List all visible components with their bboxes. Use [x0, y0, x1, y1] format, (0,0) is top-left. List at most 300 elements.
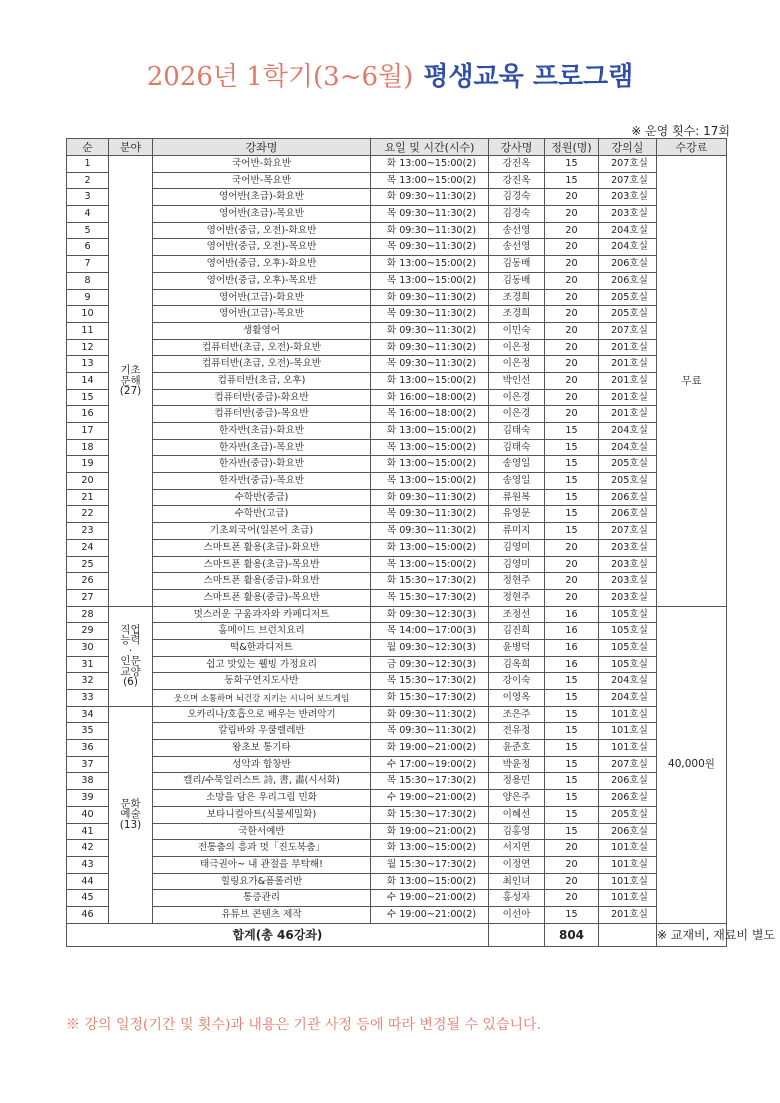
table-row [67, 423, 727, 440]
instructor-name: 조경희 [489, 306, 545, 323]
classroom: 207호실 [599, 172, 657, 189]
row-number: 31 [67, 656, 109, 673]
table-row [67, 372, 727, 389]
course-name: 생활영어 [153, 322, 371, 339]
course-schedule: 화 13:00~15:00(2) [371, 156, 489, 173]
capacity: 15 [545, 156, 599, 173]
instructor-name: 박윤정 [489, 756, 545, 773]
classroom: 105호실 [599, 639, 657, 656]
classroom: 203호실 [599, 539, 657, 556]
capacity: 15 [545, 489, 599, 506]
course-name: 컴퓨터반(초급, 오전)-목요반 [153, 356, 371, 373]
table-row [67, 840, 727, 857]
course-name: 웃으며 소통하며 뇌건강 지키는 시니어 보드게임 [153, 690, 371, 707]
header-room: 강의실 [599, 139, 657, 156]
classroom: 206호실 [599, 272, 657, 289]
instructor-name: 정현주 [489, 573, 545, 590]
header-instructor: 강사명 [489, 139, 545, 156]
table-row [67, 639, 727, 656]
capacity: 20 [545, 239, 599, 256]
table-row [67, 222, 727, 239]
classroom: 206호실 [599, 790, 657, 807]
row-number: 34 [67, 706, 109, 723]
course-name: 왕초보 통기타 [153, 740, 371, 757]
classroom: 205호실 [599, 456, 657, 473]
course-schedule: 목 09:30~11:30(2) [371, 206, 489, 223]
row-number: 45 [67, 890, 109, 907]
course-name: 한자반(초급)-목요반 [153, 439, 371, 456]
classroom: 101호실 [599, 723, 657, 740]
row-number: 1 [67, 156, 109, 173]
row-number: 18 [67, 439, 109, 456]
classroom: 206호실 [599, 256, 657, 273]
course-schedule: 목 15:30~17:30(2) [371, 589, 489, 606]
row-number: 16 [67, 406, 109, 423]
course-name: 전통춤의 흥과 멋「진도북춤」 [153, 840, 371, 857]
instructor-name: 김영미 [489, 539, 545, 556]
capacity: 20 [545, 556, 599, 573]
classroom: 203호실 [599, 206, 657, 223]
course-schedule: 화 09:30~12:30(3) [371, 606, 489, 623]
course-schedule: 목 13:00~15:00(2) [371, 272, 489, 289]
header-no: 순 [67, 139, 109, 156]
course-name: 국어반-목요반 [153, 172, 371, 189]
course-name: 쉽고 맛있는 웰빙 가정요리 [153, 656, 371, 673]
classroom: 205호실 [599, 306, 657, 323]
instructor-name: 박인선 [489, 372, 545, 389]
total-label: 합계(총 46강좌) [67, 923, 489, 946]
capacity: 20 [545, 289, 599, 306]
instructor-name: 김동배 [489, 256, 545, 273]
classroom: 105호실 [599, 606, 657, 623]
course-schedule: 목 15:30~17:30(2) [371, 673, 489, 690]
table-row [67, 773, 727, 790]
row-number: 13 [67, 356, 109, 373]
table-row [67, 690, 727, 707]
instructor-name: 이혜선 [489, 806, 545, 823]
row-number: 36 [67, 740, 109, 757]
table-row [67, 156, 727, 173]
course-schedule: 화 16:00~18:00(2) [371, 389, 489, 406]
table-row [67, 406, 727, 423]
classroom: 203호실 [599, 573, 657, 590]
table-row [67, 906, 727, 923]
course-schedule: 화 13:00~15:00(2) [371, 372, 489, 389]
classroom: 101호실 [599, 890, 657, 907]
course-name: 성악과 합창반 [153, 756, 371, 773]
header-fee: 수강료 [657, 139, 727, 156]
classroom: 201호실 [599, 906, 657, 923]
course-schedule: 목 15:30~17:30(2) [371, 773, 489, 790]
table-row [67, 706, 727, 723]
course-name: 영어반(중급, 오전)-화요반 [153, 222, 371, 239]
capacity: 20 [545, 890, 599, 907]
capacity: 15 [545, 906, 599, 923]
capacity: 20 [545, 206, 599, 223]
row-number: 20 [67, 473, 109, 490]
classroom: 205호실 [599, 473, 657, 490]
row-number: 44 [67, 873, 109, 890]
row-number: 5 [67, 222, 109, 239]
course-name: 소망을 담은 우리그림 민화 [153, 790, 371, 807]
category-cell: 문화 예술 (13) [109, 706, 153, 923]
table-header-row [67, 139, 727, 156]
row-number: 23 [67, 523, 109, 540]
table-row [67, 356, 727, 373]
fee-cell: 무료 [657, 156, 727, 607]
course-schedule: 화 09:30~11:30(2) [371, 706, 489, 723]
table-row [67, 656, 727, 673]
instructor-name: 조은주 [489, 706, 545, 723]
course-schedule: 화 09:30~11:30(2) [371, 339, 489, 356]
material-fee-note: ※ 교재비, 재료비 별도 [657, 923, 727, 946]
course-name: 한자반(중급)-목요반 [153, 473, 371, 490]
page-title [0, 56, 780, 93]
instructor-name: 이은정 [489, 356, 545, 373]
course-schedule: 목 13:00~15:00(2) [371, 556, 489, 573]
table-row [67, 172, 727, 189]
course-schedule: 화 13:00~15:00(2) [371, 873, 489, 890]
capacity: 20 [545, 840, 599, 857]
row-number: 19 [67, 456, 109, 473]
classroom: 204호실 [599, 690, 657, 707]
row-number: 26 [67, 573, 109, 590]
course-name: 오카리나/호흡으로 배우는 반려악기 [153, 706, 371, 723]
course-name: 홈메이드 브런치요리 [153, 623, 371, 640]
table-row [67, 856, 727, 873]
capacity: 15 [545, 439, 599, 456]
course-name: 한자반(초급)-화요반 [153, 423, 371, 440]
classroom: 206호실 [599, 489, 657, 506]
classroom: 101호실 [599, 740, 657, 757]
course-schedule: 화 13:00~15:00(2) [371, 456, 489, 473]
classroom: 204호실 [599, 439, 657, 456]
instructor-name: 이민숙 [489, 322, 545, 339]
instructor-name: 이영옥 [489, 690, 545, 707]
row-number: 2 [67, 172, 109, 189]
classroom: 206호실 [599, 773, 657, 790]
classroom: 105호실 [599, 623, 657, 640]
classroom: 207호실 [599, 156, 657, 173]
instructor-name: 이은정 [489, 339, 545, 356]
classroom: 101호실 [599, 873, 657, 890]
course-name: 수학반(중급) [153, 489, 371, 506]
program-schedule-table [66, 138, 776, 947]
capacity: 20 [545, 856, 599, 873]
capacity: 20 [545, 339, 599, 356]
course-schedule: 목 13:00~15:00(2) [371, 439, 489, 456]
instructor-name: 김영미 [489, 556, 545, 573]
row-number: 46 [67, 906, 109, 923]
course-name: 기초외국어(일본어 초급) [153, 523, 371, 540]
classroom: 205호실 [599, 289, 657, 306]
course-schedule: 목 09:30~11:30(2) [371, 506, 489, 523]
classroom: 207호실 [599, 322, 657, 339]
page-title-program: 평생교육 프로그램 [423, 62, 634, 92]
table-row [67, 573, 727, 590]
table-row [67, 523, 727, 540]
instructor-name: 김경숙 [489, 206, 545, 223]
capacity: 15 [545, 740, 599, 757]
header-category: 분야 [109, 139, 153, 156]
table-row [67, 456, 727, 473]
course-name: 한자반(중급)-화요반 [153, 456, 371, 473]
instructor-name: 윤준호 [489, 740, 545, 757]
instructor-name: 김경숙 [489, 189, 545, 206]
table-row [67, 306, 727, 323]
instructor-name: 김옥희 [489, 656, 545, 673]
page-title-term: 2026년 1학기(3~6월) [146, 62, 414, 92]
course-schedule: 목 14:00~17:00(3) [371, 623, 489, 640]
capacity: 15 [545, 423, 599, 440]
course-name: 태극권아~ 내 관절을 부탁해! [153, 856, 371, 873]
course-name: 캘리/수묵일러스트 詩, 書, 畵(시서화) [153, 773, 371, 790]
table-row [67, 489, 727, 506]
header-schedule: 요일 및 시간(시수) [371, 139, 489, 156]
instructor-name: 홍성자 [489, 890, 545, 907]
course-schedule: 화 09:30~11:30(2) [371, 489, 489, 506]
course-schedule: 목 09:30~11:30(2) [371, 523, 489, 540]
capacity: 20 [545, 222, 599, 239]
course-schedule: 월 15:30~17:30(2) [371, 856, 489, 873]
capacity: 15 [545, 773, 599, 790]
row-number: 32 [67, 673, 109, 690]
course-name: 칼림바와 우쿨렐레반 [153, 723, 371, 740]
row-number: 40 [67, 806, 109, 823]
instructor-name: 강진옥 [489, 156, 545, 173]
classroom: 204호실 [599, 423, 657, 440]
capacity: 20 [545, 306, 599, 323]
row-number: 14 [67, 372, 109, 389]
row-number: 33 [67, 690, 109, 707]
table-row [67, 890, 727, 907]
course-name: 스마트폰 활용(초급)-화요반 [153, 539, 371, 556]
table-row [67, 256, 727, 273]
classroom: 201호실 [599, 356, 657, 373]
capacity: 20 [545, 372, 599, 389]
course-name: 통증관리 [153, 890, 371, 907]
course-schedule: 수 19:00~21:00(2) [371, 906, 489, 923]
course-schedule: 화 13:00~15:00(2) [371, 539, 489, 556]
course-schedule: 화 09:30~11:30(2) [371, 222, 489, 239]
table-row [67, 790, 727, 807]
table-row [67, 206, 727, 223]
course-name: 유튜브 콘텐츠 제작 [153, 906, 371, 923]
table-row [67, 322, 727, 339]
row-number: 12 [67, 339, 109, 356]
row-number: 10 [67, 306, 109, 323]
classroom: 203호실 [599, 556, 657, 573]
course-name: 컴퓨터반(중급)-목요반 [153, 406, 371, 423]
row-number: 3 [67, 189, 109, 206]
row-number: 35 [67, 723, 109, 740]
instructor-name: 강이숙 [489, 673, 545, 690]
classroom: 207호실 [599, 523, 657, 540]
row-number: 9 [67, 289, 109, 306]
course-name: 수학반(고급) [153, 506, 371, 523]
row-number: 29 [67, 623, 109, 640]
course-name: 영어반(초급)-목요반 [153, 206, 371, 223]
instructor-name: 정현주 [489, 589, 545, 606]
instructor-name: 김동배 [489, 272, 545, 289]
header-capacity: 정원(명) [545, 139, 599, 156]
row-number: 42 [67, 840, 109, 857]
capacity: 15 [545, 723, 599, 740]
course-name: 국한서예반 [153, 823, 371, 840]
instructor-name: 김태숙 [489, 439, 545, 456]
course-name: 국어반-화요반 [153, 156, 371, 173]
classroom: 201호실 [599, 339, 657, 356]
table-row [67, 873, 727, 890]
instructor-name: 윤병덕 [489, 639, 545, 656]
row-number: 8 [67, 272, 109, 289]
capacity: 15 [545, 690, 599, 707]
course-schedule: 목 09:30~11:30(2) [371, 239, 489, 256]
classroom: 204호실 [599, 222, 657, 239]
course-schedule: 목 09:30~11:30(2) [371, 306, 489, 323]
capacity: 15 [545, 523, 599, 540]
capacity: 15 [545, 756, 599, 773]
instructor-name: 이정연 [489, 856, 545, 873]
table-row [67, 673, 727, 690]
classroom: 207호실 [599, 756, 657, 773]
course-name: 컴퓨터반(초급, 오전)-화요반 [153, 339, 371, 356]
table-row [67, 623, 727, 640]
capacity: 15 [545, 806, 599, 823]
instructor-name: 김진희 [489, 623, 545, 640]
row-number: 6 [67, 239, 109, 256]
instructor-name: 최인녀 [489, 873, 545, 890]
table-row [67, 506, 727, 523]
instructor-name: 서지연 [489, 840, 545, 857]
table-row [67, 823, 727, 840]
instructor-name: 류원복 [489, 489, 545, 506]
fee-cell: 40,000원 [657, 606, 727, 923]
course-name: 컴퓨터반(중급)-화요반 [153, 389, 371, 406]
course-schedule: 화 19:00~21:00(2) [371, 823, 489, 840]
capacity: 15 [545, 473, 599, 490]
row-number: 17 [67, 423, 109, 440]
instructor-name: 송영일 [489, 456, 545, 473]
header-course: 강좌명 [153, 139, 371, 156]
capacity: 20 [545, 589, 599, 606]
table-row [67, 723, 727, 740]
classroom: 105호실 [599, 656, 657, 673]
category-cell: 직업 능력 · 인문 교양 (6) [109, 606, 153, 706]
capacity: 20 [545, 322, 599, 339]
course-name: 스마트폰 활용(중급)-목요반 [153, 589, 371, 606]
capacity: 20 [545, 873, 599, 890]
capacity: 20 [545, 389, 599, 406]
row-number: 15 [67, 389, 109, 406]
capacity: 16 [545, 656, 599, 673]
course-name: 떡&한과디저트 [153, 639, 371, 656]
table-row [67, 539, 727, 556]
instructor-name: 정용민 [489, 773, 545, 790]
row-number: 41 [67, 823, 109, 840]
course-schedule: 화 19:00~21:00(2) [371, 740, 489, 757]
capacity: 15 [545, 790, 599, 807]
instructor-name: 강진옥 [489, 172, 545, 189]
table-row [67, 439, 727, 456]
row-number: 25 [67, 556, 109, 573]
classroom: 206호실 [599, 506, 657, 523]
course-schedule: 화 13:00~15:00(2) [371, 840, 489, 857]
classroom: 101호실 [599, 706, 657, 723]
table-row [67, 239, 727, 256]
classroom: 201호실 [599, 406, 657, 423]
classroom: 101호실 [599, 840, 657, 857]
row-number: 27 [67, 589, 109, 606]
course-schedule: 수 19:00~21:00(2) [371, 790, 489, 807]
instructor-name: 전유정 [489, 723, 545, 740]
capacity: 20 [545, 272, 599, 289]
total-capacity: 804 [545, 923, 599, 946]
course-name: 동화구연지도사반 [153, 673, 371, 690]
table-row [67, 189, 727, 206]
capacity: 15 [545, 823, 599, 840]
course-schedule: 화 13:00~15:00(2) [371, 256, 489, 273]
classroom: 101호실 [599, 856, 657, 873]
course-schedule: 화 15:30~17:30(2) [371, 573, 489, 590]
course-schedule: 목 16:00~18:00(2) [371, 406, 489, 423]
capacity: 20 [545, 539, 599, 556]
course-name: 보타니컬아트(식물세밀화) [153, 806, 371, 823]
course-name: 힐링요가&폼롤러반 [153, 873, 371, 890]
capacity: 15 [545, 706, 599, 723]
row-number: 21 [67, 489, 109, 506]
course-schedule: 목 13:00~15:00(2) [371, 172, 489, 189]
capacity: 16 [545, 623, 599, 640]
table-row [67, 272, 727, 289]
instructor-name: 이선아 [489, 906, 545, 923]
classroom: 201호실 [599, 389, 657, 406]
table-row [67, 389, 727, 406]
course-schedule: 화 09:30~11:30(2) [371, 322, 489, 339]
course-schedule: 수 17:00~19:00(2) [371, 756, 489, 773]
row-number: 22 [67, 506, 109, 523]
course-schedule: 목 09:30~11:30(2) [371, 723, 489, 740]
instructor-name: 조경희 [489, 289, 545, 306]
row-number: 11 [67, 322, 109, 339]
capacity: 15 [545, 456, 599, 473]
course-name: 스마트폰 활용(초급)-목요반 [153, 556, 371, 573]
row-number: 7 [67, 256, 109, 273]
capacity: 16 [545, 606, 599, 623]
instructor-name: 조정선 [489, 606, 545, 623]
table-row [67, 589, 727, 606]
instructor-name: 이은경 [489, 389, 545, 406]
course-schedule: 화 15:30~17:30(2) [371, 690, 489, 707]
total-row [67, 923, 727, 946]
course-schedule: 목 13:00~15:00(2) [371, 473, 489, 490]
capacity: 20 [545, 356, 599, 373]
classroom: 201호실 [599, 372, 657, 389]
capacity: 15 [545, 172, 599, 189]
table-row [67, 606, 727, 623]
course-schedule: 수 19:00~21:00(2) [371, 890, 489, 907]
course-schedule: 월 09:30~12:30(3) [371, 639, 489, 656]
table-row [67, 756, 727, 773]
capacity: 20 [545, 256, 599, 273]
instructor-name: 류미지 [489, 523, 545, 540]
table-row [67, 339, 727, 356]
capacity: 15 [545, 673, 599, 690]
classroom: 203호실 [599, 589, 657, 606]
classroom: 203호실 [599, 189, 657, 206]
course-name: 영어반(중급, 오후)-목요반 [153, 272, 371, 289]
row-number: 28 [67, 606, 109, 623]
